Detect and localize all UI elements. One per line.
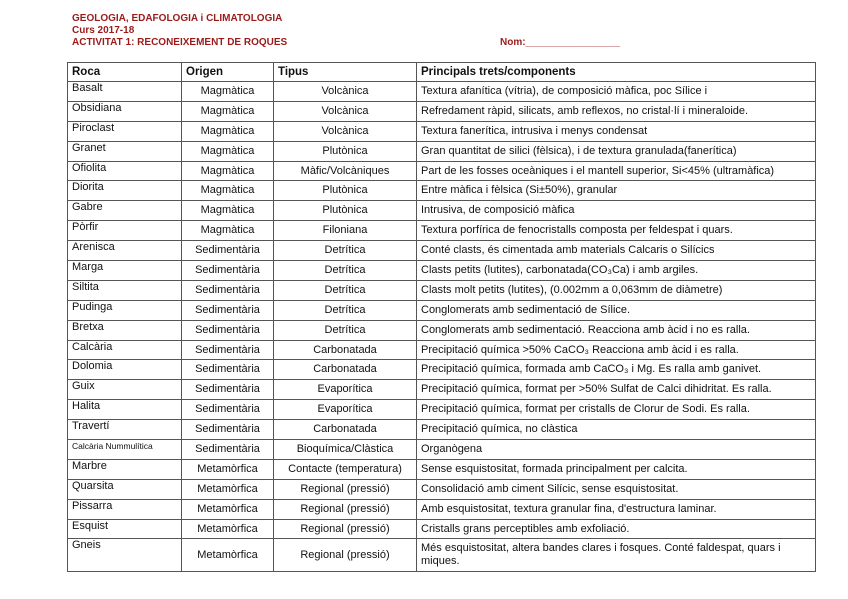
- rock-origin: Sedimentària: [182, 261, 274, 281]
- table-row: [68, 320, 816, 340]
- rock-name: Pissarra: [68, 499, 182, 519]
- rock-name: Gneis: [68, 539, 182, 572]
- rock-name: Pudinga: [68, 300, 182, 320]
- rock-features: Sense esquistositat, formada principalment per calcita.: [417, 459, 816, 479]
- table-row: [68, 499, 816, 519]
- rock-type: Detrítica: [274, 300, 417, 320]
- table-row: [68, 280, 816, 300]
- activity-title: ACTIVITAT 1: RECONEIXEMENT DE ROQUES: [72, 37, 288, 48]
- rock-name: Calcària Nummulítica: [68, 440, 182, 460]
- rock-name: Siltita: [68, 280, 182, 300]
- rock-origin: Sedimentària: [182, 420, 274, 440]
- table-row: [68, 300, 816, 320]
- rock-name: Dolomia: [68, 360, 182, 380]
- rock-name: Marbre: [68, 459, 182, 479]
- rock-origin: Metamòrfica: [182, 459, 274, 479]
- rock-origin: Magmàtica: [182, 161, 274, 181]
- table-header-row: [68, 63, 816, 82]
- column-header-tipus: Tipus: [274, 63, 417, 82]
- rock-origin: Magmàtica: [182, 181, 274, 201]
- rock-features: Gran quantitat de silici (fèlsica), i de textura granulada(fanerítica): [417, 141, 816, 161]
- rock-features: Entre màfica i fèlsica (Si±50%), granular: [417, 181, 816, 201]
- rock-origin: Sedimentària: [182, 320, 274, 340]
- rock-origin: Metamòrfica: [182, 519, 274, 539]
- rock-origin: Metamòrfica: [182, 539, 274, 572]
- rock-name: Esquist: [68, 519, 182, 539]
- table-row: [68, 201, 816, 221]
- rock-origin: Magmàtica: [182, 121, 274, 141]
- subject-title: GEOLOGIA, EDAFOLOGIA i CLIMATOLOGIA: [72, 13, 283, 24]
- table-row: [68, 479, 816, 499]
- rock-origin: Magmàtica: [182, 141, 274, 161]
- table-row: [68, 380, 816, 400]
- rock-type: Volcànica: [274, 101, 417, 121]
- table-row: [68, 459, 816, 479]
- rock-features: Textura fanerítica, intrusiva i menys condensat: [417, 121, 816, 141]
- rock-type: Volcànica: [274, 121, 417, 141]
- rock-type: Carbonatada: [274, 340, 417, 360]
- rock-name: Calcària: [68, 340, 182, 360]
- table-row: [68, 181, 816, 201]
- rock-name: Granet: [68, 141, 182, 161]
- rock-name: Basalt: [68, 82, 182, 102]
- rock-origin: Metamòrfica: [182, 479, 274, 499]
- rock-name: Quarsita: [68, 479, 182, 499]
- name-field: Nom:_________________: [500, 37, 621, 48]
- rock-name: Gabre: [68, 201, 182, 221]
- rock-type: Regional (pressió): [274, 519, 417, 539]
- rock-type: Carbonatada: [274, 360, 417, 380]
- rock-name: Pòrfir: [68, 221, 182, 241]
- rock-type: Plutònica: [274, 181, 417, 201]
- rock-features: Clasts petits (lutites), carbonatada(CO₃Ca) i amb argiles.: [417, 261, 816, 281]
- rock-origin: Sedimentària: [182, 360, 274, 380]
- rock-features: Precipitació química, formada amb CaCO₃ i Mg. Es ralla amb ganivet.: [417, 360, 816, 380]
- rock-features: Precipitació química, no clàstica: [417, 420, 816, 440]
- rock-name: Travertí: [68, 420, 182, 440]
- rock-type: Bioquímica/Clàstica: [274, 440, 417, 460]
- table-row: [68, 519, 816, 539]
- rock-origin: Sedimentària: [182, 280, 274, 300]
- rock-type: Carbonatada: [274, 420, 417, 440]
- rock-features: Organògena: [417, 440, 816, 460]
- rock-type: Volcànica: [274, 82, 417, 102]
- column-header-origen: Origen: [182, 63, 274, 82]
- rock-name: Ofiolita: [68, 161, 182, 181]
- table-row: [68, 340, 816, 360]
- rock-origin: Sedimentària: [182, 440, 274, 460]
- rock-features: Textura porfírica de fenocristalls composta per feldespat i quars.: [417, 221, 816, 241]
- rock-origin: Metamòrfica: [182, 499, 274, 519]
- rock-origin: Magmàtica: [182, 221, 274, 241]
- table-row: [68, 261, 816, 281]
- rock-features: Amb esquistositat, textura granular fina, d'estructura laminar.: [417, 499, 816, 519]
- rock-name: Diorita: [68, 181, 182, 201]
- rock-origin: Sedimentària: [182, 340, 274, 360]
- table-row: [68, 82, 816, 102]
- rock-type: Contacte (temperatura): [274, 459, 417, 479]
- table-row: [68, 221, 816, 241]
- rock-type: Filoniana: [274, 221, 417, 241]
- rock-type: Detrítica: [274, 261, 417, 281]
- course-year: Curs 2017-18: [72, 25, 135, 36]
- rock-name: Obsidiana: [68, 101, 182, 121]
- table-row: [68, 101, 816, 121]
- rock-features: Conglomerats amb sedimentació de Sílice.: [417, 300, 816, 320]
- table-row: [68, 121, 816, 141]
- rock-features: Conté clasts, és cimentada amb materials Calcaris o Silícics: [417, 241, 816, 261]
- rocks-table: [67, 62, 816, 572]
- rock-features: Intrusiva, de composició màfica: [417, 201, 816, 221]
- rock-features: Textura afanítica (vítria), de composició màfica, poc Sílice i: [417, 82, 816, 102]
- document-header: [72, 13, 287, 49]
- rock-type: Evaporítica: [274, 400, 417, 420]
- rock-type: Detrítica: [274, 241, 417, 261]
- rock-features: Conglomerats amb sedimentació. Reacciona amb àcid i no es ralla.: [417, 320, 816, 340]
- rock-type: Màfic/Volcàniques: [274, 161, 417, 181]
- rock-features: Precipitació química, format per >50% Sulfat de Calci dihidritat. Es ralla.: [417, 380, 816, 400]
- table-row: [68, 440, 816, 460]
- rock-name: Arenisca: [68, 241, 182, 261]
- column-header-trets: Principals trets/components: [417, 63, 816, 82]
- rock-type: Regional (pressió): [274, 479, 417, 499]
- rock-type: Regional (pressió): [274, 499, 417, 519]
- rock-name: Halita: [68, 400, 182, 420]
- rock-type: Regional (pressió): [274, 539, 417, 572]
- rock-name: Piroclast: [68, 121, 182, 141]
- rock-features: Part de les fosses oceàniques i el mantell superior, Si<45% (ultramàfica): [417, 161, 816, 181]
- rock-features: Consolidació amb ciment Silícic, sense esquistositat.: [417, 479, 816, 499]
- rock-features: Refredament ràpid, silicats, amb reflexos, no cristal·lí i mineraloide.: [417, 101, 816, 121]
- rock-origin: Magmàtica: [182, 82, 274, 102]
- rock-features: Clasts molt petits (lutites), (0.002mm a 0,063mm de diàmetre): [417, 280, 816, 300]
- table-row: [68, 241, 816, 261]
- rock-type: Plutònica: [274, 201, 417, 221]
- rock-type: Detrítica: [274, 320, 417, 340]
- rock-features: Més esquistositat, altera bandes clares i fosques. Conté faldespat, quars i miques.: [417, 539, 816, 572]
- table-row: [68, 420, 816, 440]
- table-row: [68, 161, 816, 181]
- rock-name: Guix: [68, 380, 182, 400]
- rock-features: Precipitació química, format per cristalls de Clorur de Sodi. Es ralla.: [417, 400, 816, 420]
- rock-origin: Sedimentària: [182, 241, 274, 261]
- rock-type: Plutònica: [274, 141, 417, 161]
- table-row: [68, 360, 816, 380]
- rock-origin: Sedimentària: [182, 380, 274, 400]
- rock-type: Detrítica: [274, 280, 417, 300]
- table-row: [68, 141, 816, 161]
- rock-name: Marga: [68, 261, 182, 281]
- rock-origin: Sedimentària: [182, 400, 274, 420]
- column-header-roca: Roca: [68, 63, 182, 82]
- table-row: [68, 539, 816, 572]
- rock-type: Evaporítica: [274, 380, 417, 400]
- rock-name: Bretxa: [68, 320, 182, 340]
- rock-origin: Magmàtica: [182, 201, 274, 221]
- rock-origin: Magmàtica: [182, 101, 274, 121]
- rock-features: Precipitació química >50% CaCO₃ Reacciona amb àcid i es ralla.: [417, 340, 816, 360]
- table-row: [68, 400, 816, 420]
- rock-features: Cristalls grans perceptibles amb exfoliació.: [417, 519, 816, 539]
- rock-origin: Sedimentària: [182, 300, 274, 320]
